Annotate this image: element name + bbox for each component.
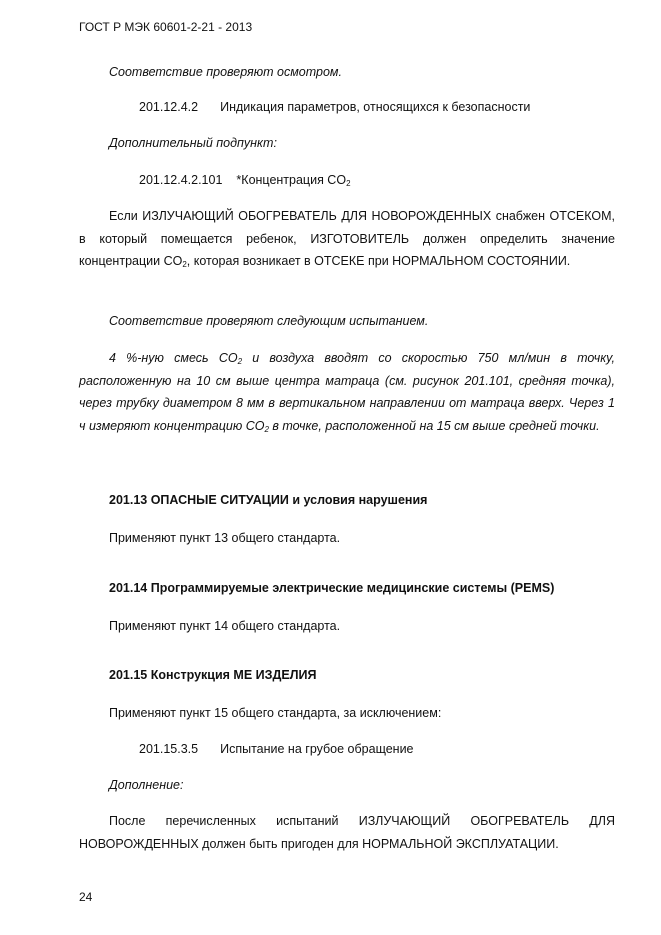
section-text-201-15: Применяют пункт 15 общего стандарта, за исключением: xyxy=(109,706,442,720)
paragraph-text: , которая возникает в ОТСЕКЕ при НОРМАЛЬНОМ СОСТОЯНИИ. xyxy=(186,254,571,269)
subscript: 2 xyxy=(346,179,351,188)
clause-201-12-4-2 xyxy=(79,96,615,119)
section-heading-201-14: 201.14 Программируемые электрические медицинские системы (PEMS) xyxy=(109,581,555,595)
compliance-note-inspection: Соответствие проверяют осмотром. xyxy=(109,65,342,79)
subscript: 2 xyxy=(237,357,243,366)
clause-title: Индикация параметров, относящихся к безопасности xyxy=(220,100,531,114)
paragraph-text: Если ИЗЛУЧАЮЩИЙ ОБОГРЕВАТЕЛЬ ДЛЯ НОВОРОЖДЕННЫХ снабжен ОТСЕКОМ, в который помещается ребенок, ИЗГОТОВИТЕЛЬ должен определить значение концентрации CO xyxy=(79,209,615,269)
document-header: ГОСТ Р МЭК 60601-2-21 - 2013 xyxy=(79,20,253,34)
after-tests-paragraph: После перечисленных испытаний ИЗЛУЧАЮЩИЙ ОБОГРЕВАТЕЛЬ ДЛЯ НОВОРОЖДЕННЫХ должен быть пригоден для НОРМАЛЬНОЙ ЭКСПЛУАТАЦИИ. xyxy=(79,814,615,851)
test-procedure-paragraph xyxy=(79,347,615,437)
section-heading-201-15: 201.15 Конструкция МЕ ИЗДЕЛИЯ xyxy=(109,668,317,682)
compliance-note-test: Соответствие проверяют следующим испытанием. xyxy=(109,314,429,328)
clause-201-15-3-5 xyxy=(79,738,615,761)
co2-requirement-paragraph xyxy=(79,205,615,273)
page-number: 24 xyxy=(79,890,93,904)
paragraph-text: 4 %-ную смесь CO xyxy=(109,351,238,365)
additional-subclause-label: Дополнительный подпункт: xyxy=(109,136,277,150)
section-text-201-13: Применяют пункт 13 общего стандарта. xyxy=(109,531,341,545)
clause-201-12-4-2-101 xyxy=(79,169,615,192)
clause-number: 201.15.3.5 xyxy=(139,742,199,756)
paragraph-text: в точке, расположенной на 15 см выше средней точки. xyxy=(268,418,600,433)
clause-number: 201.12.4.2 xyxy=(139,100,199,114)
clause-title: Испытание на грубое обращение xyxy=(220,742,414,756)
section-text-201-14: Применяют пункт 14 общего стандарта. xyxy=(109,619,341,633)
clause-title: *Концентрация CO xyxy=(236,173,347,187)
section-heading-201-13: 201.13 ОПАСНЫЕ СИТУАЦИИ и условия нарушения xyxy=(109,493,428,507)
paragraph-text: и воздуха вводят со скоростью 750 мл/мин в точку, расположенную на 10 см выше центра матраца (см. рисунок 201.101, средняя точка), через трубку диаметром 8 мм в вертикальном направлении от матраца вверх. Через 1 ч измеряют концентрацию CO xyxy=(79,351,615,433)
clause-number: 201.12.4.2.101 xyxy=(139,173,223,187)
subscript: 2 xyxy=(182,260,187,270)
addition-label: Дополнение: xyxy=(109,778,184,792)
subscript: 2 xyxy=(264,424,269,434)
